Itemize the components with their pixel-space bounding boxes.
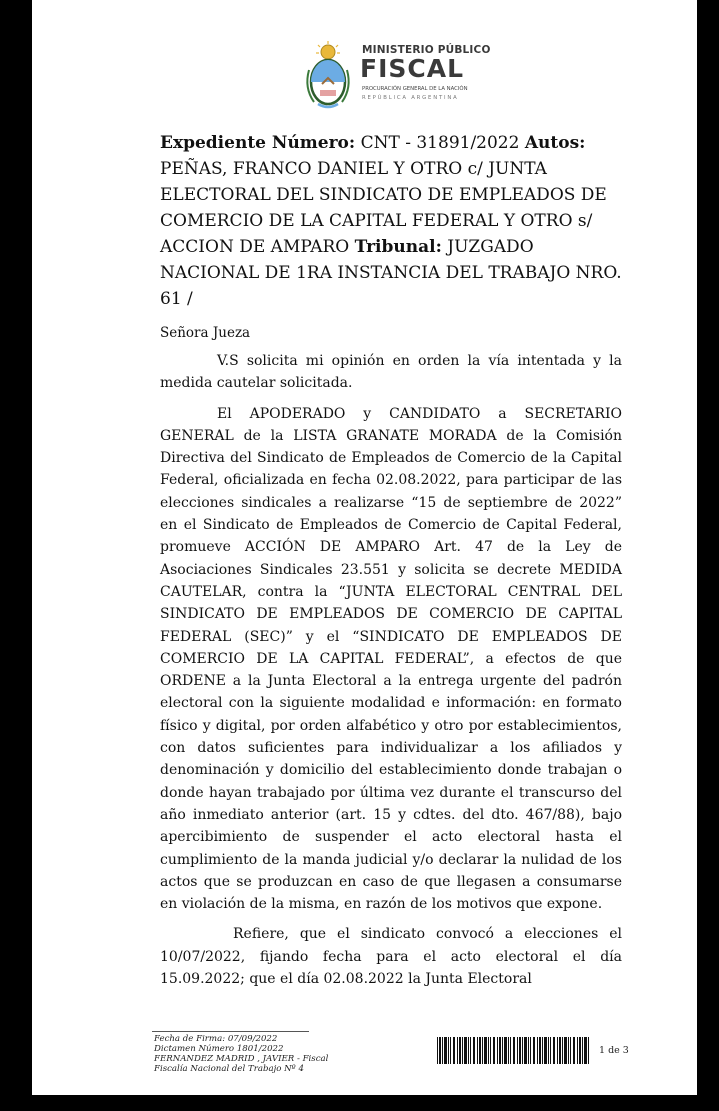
signature-date: Fecha de Firma: 07/09/2022 xyxy=(154,1034,278,1044)
logo-fiscal-text: FISCAL xyxy=(360,54,465,83)
right-black-border xyxy=(697,0,719,1111)
tribunal-value: JUZGADO NACIONAL DE 1RA INSTANCIA DEL TRABAJO NRO. 61 / xyxy=(160,237,622,309)
logo-procuracion-text: PROCURACIÓN GENERAL DE LA NACIÓN xyxy=(362,86,468,92)
fiscalia-name: Fiscalía Nacional del Trabajo Nº 4 xyxy=(154,1064,304,1074)
paragraph-1: V.S solicita mi opinión en orden la vía intentada y la medida cautelar solicitada. xyxy=(160,353,622,392)
fiscal-logo xyxy=(300,40,490,115)
autos-value: PEÑAS, FRANCO DANIEL Y OTRO c/ JUNTA ELECTORAL DEL SINDICATO DE EMPLEADOS DE COMERCIO DE LA CAPITAL FEDERAL Y OTRO s/ ACCION DE AMPARO xyxy=(160,159,607,257)
autos-label: Autos: xyxy=(524,133,586,153)
signature-footer xyxy=(154,1034,328,1074)
bottom-black-border xyxy=(0,1095,719,1111)
tribunal-label: Tribunal: xyxy=(354,237,442,257)
document-body xyxy=(160,130,622,998)
expediente-label: Expediente Número: xyxy=(160,133,356,153)
dictamen-number: Dictamen Número 1801/2022 xyxy=(154,1044,284,1054)
coat-of-arms-icon xyxy=(300,40,356,112)
case-header xyxy=(160,130,622,312)
page-number: 1 de 3 xyxy=(599,1045,629,1056)
expediente-value: CNT - 31891/2022 xyxy=(360,133,520,153)
footer-rule xyxy=(152,1031,309,1032)
paragraph-2: El APODERADO y CANDIDATO a SECRETARIO GENERAL de la LISTA GRANATE MORADA de la Comisión Directiva del Sindicato de Empleados de Comercio de la Capital Federal, oficializada en fecha 02.08.2022, para participar de las elecciones sindicales a realizarse “15 de septiembre de 2022” en el Sindicato de Empleados de Comercio de Capital Federal, promueve ACCIÓN DE AMPARO Art. 47 de la Ley de Asociaciones Sindicales 23.551 y solicita se decrete MEDIDA CAUTELAR, contra la “JUNTA ELECTORAL CENTRAL DEL SINDICATO DE EMPLEADOS DE COMERCIO DE CAPITAL FEDERAL (SEC)” y el “SINDICATO DE EMPLEADOS DE COMERCIO DE LA CAPITAL FEDERAL”, a efectos de que ORDENE a la Junta Electoral a la entrega urgente del padrón electoral con la siguiente modalidad e información: en formato físico y digital, por orden alfabético y otro por establecimientos, con datos suficientes para individualizar a los afiliados y denominación y domicilio del establecimiento donde trabajan o donde hayan trabajado por última vez durante el transcurso del año inmediato anterior (art. 15 y cdtes. del dto. 467/88), bajo apercibimiento de suspender el acto electoral hasta el cumplimiento de la manda judicial y/o declarar la nulidad de los actos que se produzcan en caso de que llegasen a consumarse en violación de la misma, en razón de los motivos que expone. xyxy=(160,405,622,913)
logo-ministerio-text: MINISTERIO PÚBLICO xyxy=(362,44,491,56)
left-black-border xyxy=(0,0,32,1111)
paragraph-3: Refiere, que el sindicato convocó a elecciones el 10/07/2022, fijando fecha para el acto electoral el día 15.09.2022; que el día 02.08.2022 la Junta Electoral xyxy=(160,926,622,988)
barcode-icon xyxy=(437,1037,589,1064)
logo-republica-text: REPÚBLICA ARGENTINA xyxy=(362,95,459,101)
salutation: Señora Jueza xyxy=(160,325,251,341)
signer-name: FERNANDEZ MADRID , JAVIER - Fiscal xyxy=(154,1054,329,1064)
